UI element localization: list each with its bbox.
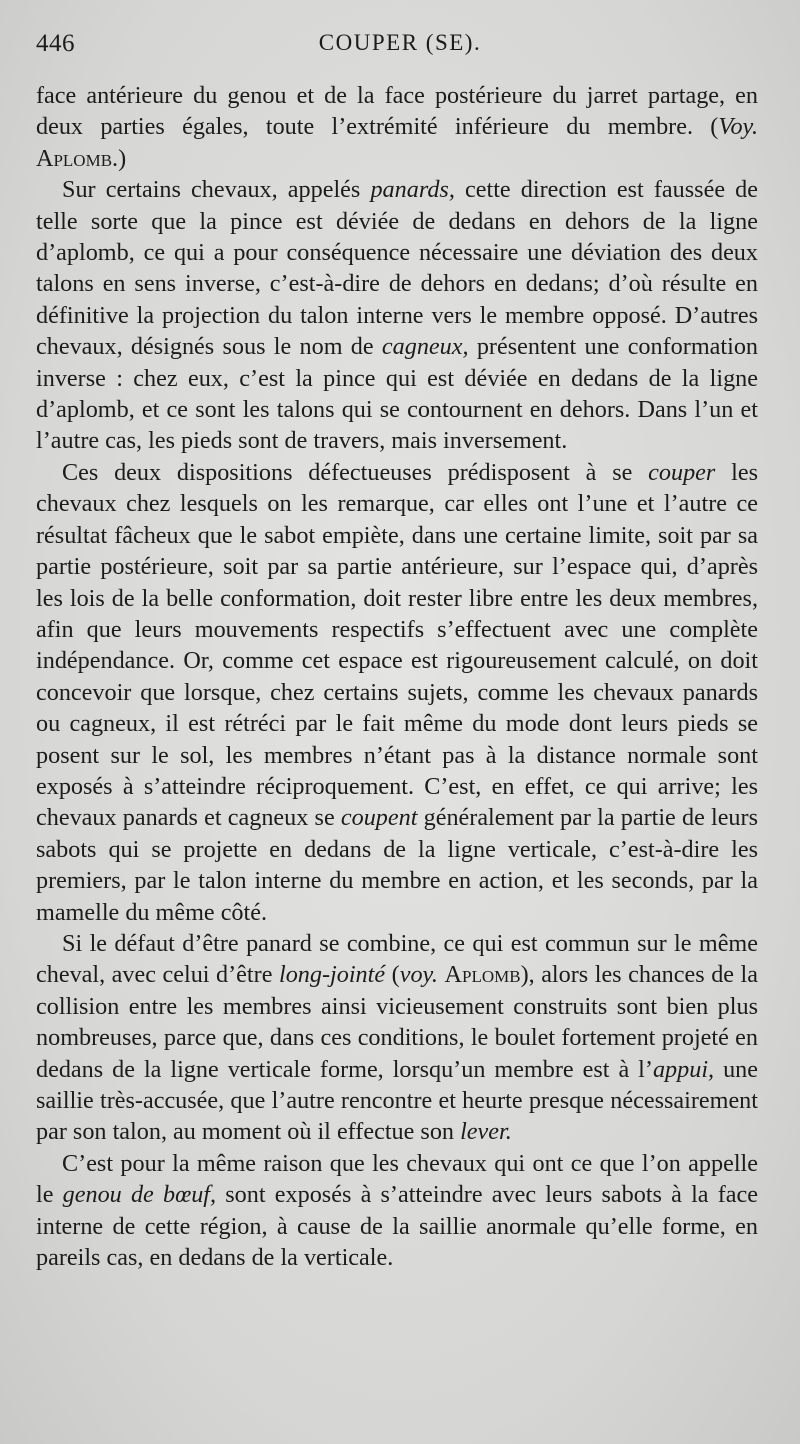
- text-run: .): [112, 144, 127, 172]
- italic-run: appui,: [652, 1055, 715, 1083]
- paragraph: [36, 174, 758, 457]
- text-run: généralement par la partie de leurs sabots qui se projette en dedans de la ligne verticale, c’est-à-dire les premiers, par le talon interne du membre en action, et les seconds, par la mamelle du même côté.: [36, 804, 758, 926]
- italic-run: long-jointé: [278, 961, 386, 989]
- text-run: (: [385, 961, 400, 989]
- paragraph: [36, 457, 758, 928]
- italic-run: Voy.: [718, 113, 758, 141]
- text-run: sont exposés à s’atteindre avec leurs sabots à la face interne de cette région, à cause de la saillie anormale qu’elle forme, en pareils cas, en dedans de la verticale.: [36, 1181, 758, 1272]
- text-run: présentent une conformation inverse : chez eux, c’est la pince qui est déviée en dedans de la ligne d’aplomb, et ce sont les talons qui se contournent en dehors. Dans l’un et l’autre cas, les pieds sont de travers, mais inversement.: [36, 333, 759, 455]
- italic-run: coupent: [340, 804, 418, 832]
- paragraph: [36, 928, 758, 1148]
- text-run: les chevaux chez lesquels on les remarque, car elles ont l’une et l’autre ce résultat fâcheux que le sabot empiète, dans une certaine limite, soit par sa partie postérieure, soit par sa partie antérieure, sur l’espace qui, d’après les lois de la belle conformation, doit rester libre entre les deux membres, afin que leurs mouvements respectifs s’effectuent avec une complète indépendance. Or, comme cet espace est rigoureusement calculé, on doit concevoir que lorsque, chez certains sujets, comme les chevaux panards ou cagneux, il est rétréci par le fait même du mode dont leurs pieds se posent sur le sol, les membres n’étant pas à la distance normale sont exposés à s’atteindre réciproquement. C’est, en effet, ce qui arrive; les chevaux panards et cagneux se: [36, 458, 758, 832]
- italic-run: lever.: [460, 1118, 512, 1146]
- text-run: Si le défaut d’être panard se combine, ce qui est commun sur le même cheval, avec celui d’être: [36, 929, 758, 989]
- text-run: face antérieure du genou et de la face postérieure du jarret partage, en deux parties égales, toute l’extrémité inférieure du membre. (: [36, 82, 758, 141]
- small-caps-run: Aplomb: [36, 144, 113, 172]
- page-number: 446: [36, 30, 75, 57]
- text-run: Sur certains chevaux, appelés: [62, 176, 371, 204]
- italic-run: cagneux,: [381, 333, 469, 361]
- body-text: [36, 80, 758, 1273]
- italic-run: genou de bœuf,: [62, 1181, 217, 1209]
- italic-run: panards,: [370, 176, 455, 204]
- italic-run: voy.: [399, 961, 438, 989]
- small-caps-run: Aplomb: [444, 961, 521, 989]
- text-run: ), alors les chances de la collision entre les membres ainsi vicieusement construits sont bien plus nombreuses, parce que, dans ces conditions, le boulet fortement projeté en dedans de la ligne verticale forme, lorsqu’un membre est à l’: [36, 961, 758, 1083]
- page-header: [36, 30, 764, 66]
- paragraph: [36, 80, 758, 174]
- paragraph: [36, 1148, 758, 1274]
- text-run: une saillie très-accusée, que l’autre rencontre et heurte presque nécessairement par son talon, au moment où il effectue son: [36, 1055, 758, 1146]
- running-head: COUPER (SE).: [318, 30, 482, 55]
- text-run: cette direction est faussée de telle sorte que la pince est déviée de dedans en dehors de la ligne d’aplomb, ce qui a pour conséquence nécessaire une déviation des deux talons en sens inverse, c’est-à-dire de dehors en dedans; d’où résulte en définitive la projection du talon interne vers le membre opposé. D’autres chevaux, désignés sous le nom de: [36, 176, 758, 361]
- text-run: Ces deux dispositions défectueuses prédisposent à se: [62, 458, 649, 486]
- text-run: C’est pour la même raison que les chevaux qui ont ce que l’on appelle le: [36, 1149, 758, 1209]
- italic-run: couper: [648, 458, 716, 486]
